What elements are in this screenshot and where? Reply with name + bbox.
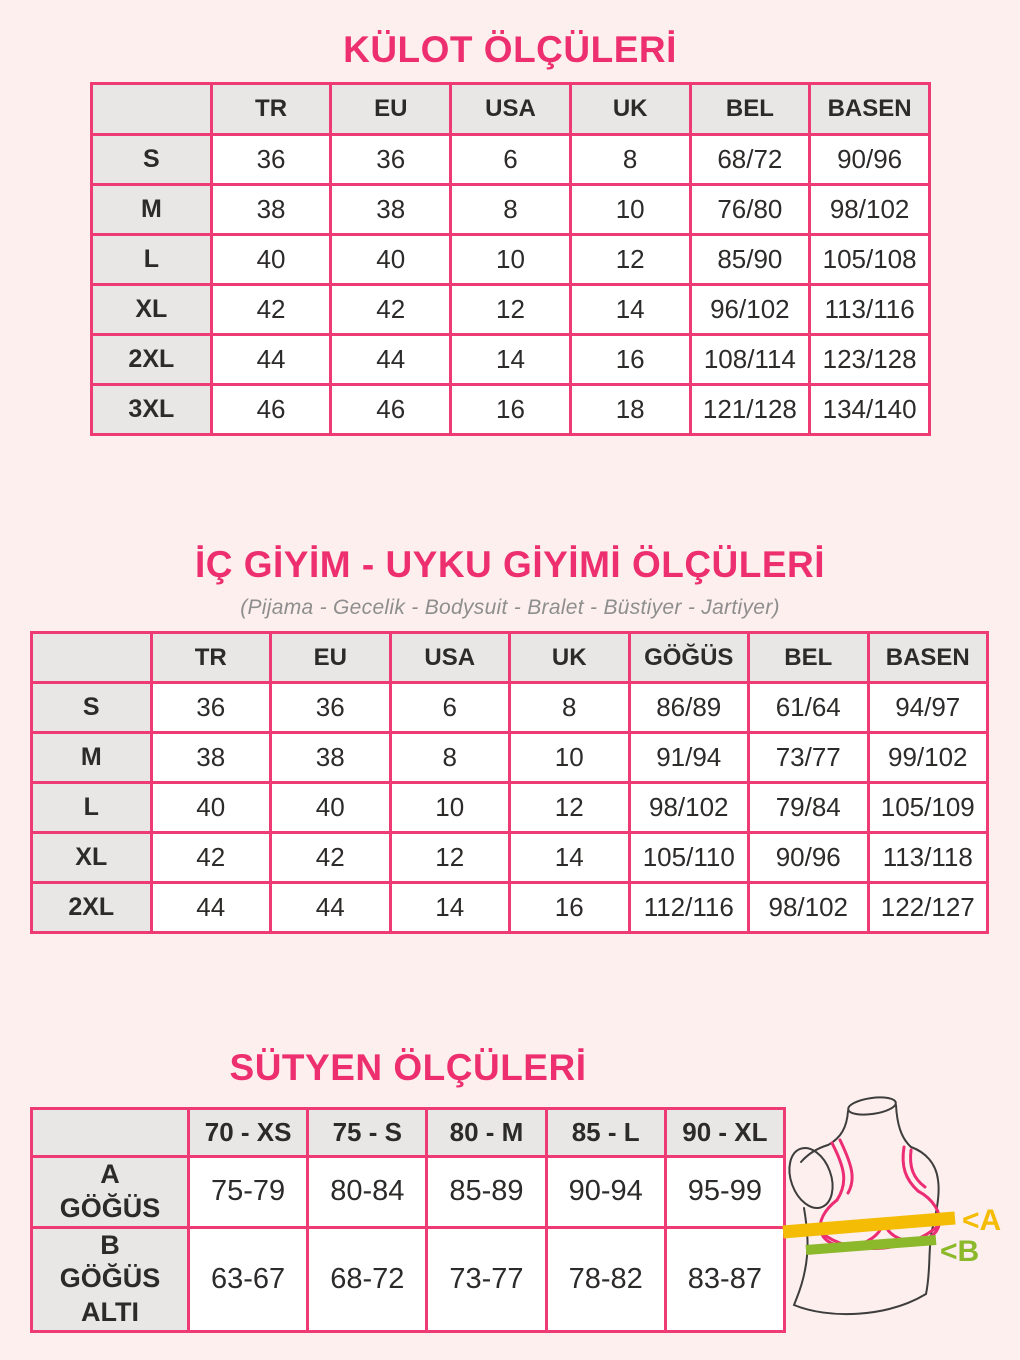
value-cell: 46 xyxy=(211,385,331,435)
value-cell: 78-82 xyxy=(546,1227,665,1331)
value-cell: 79/84 xyxy=(749,783,869,833)
header-row xyxy=(32,1109,785,1157)
value-cell: 36 xyxy=(331,135,451,185)
row-label: XL xyxy=(92,285,212,335)
value-cell: 80-84 xyxy=(308,1157,427,1228)
value-cell: 38 xyxy=(271,733,391,783)
sutyen-size-table xyxy=(30,1107,786,1333)
value-cell: 91/94 xyxy=(629,733,749,783)
table-row xyxy=(92,285,930,335)
ic-giyim-section-title: İÇ GİYİM - UYKU GİYİMİ ÖLÇÜLERİ xyxy=(194,544,826,585)
table-row xyxy=(92,335,930,385)
value-cell: 10 xyxy=(510,733,630,783)
header-row xyxy=(92,84,930,135)
value-cell: 14 xyxy=(390,883,510,933)
value-cell: 40 xyxy=(271,783,391,833)
value-cell: 36 xyxy=(211,135,331,185)
value-cell: 75-79 xyxy=(189,1157,308,1228)
value-cell: 38 xyxy=(331,185,451,235)
value-cell: 76/80 xyxy=(690,185,810,235)
column-header: BASEN xyxy=(868,633,988,683)
bust-band-label: <A xyxy=(962,1204,1002,1237)
table-row xyxy=(92,385,930,435)
value-cell: 96/102 xyxy=(690,285,810,335)
value-cell: 105/110 xyxy=(629,833,749,883)
neck-right-edge xyxy=(896,1105,911,1147)
value-cell: 61/64 xyxy=(749,683,869,733)
table-row xyxy=(32,783,988,833)
column-header: USA xyxy=(451,84,571,135)
value-cell: 44 xyxy=(271,883,391,933)
value-cell: 68/72 xyxy=(690,135,810,185)
table-row xyxy=(32,833,988,883)
value-cell: 14 xyxy=(451,335,571,385)
value-cell: 40 xyxy=(151,783,271,833)
value-cell: 14 xyxy=(570,285,690,335)
underbust-band-label: <B xyxy=(940,1235,980,1268)
value-cell: 8 xyxy=(451,185,571,235)
mannequin-torso-outline xyxy=(782,1095,939,1314)
column-header: BEL xyxy=(749,633,869,683)
column-header: EU xyxy=(331,84,451,135)
corner-cell xyxy=(32,1109,189,1157)
value-cell: 85-89 xyxy=(427,1157,546,1228)
value-cell: 10 xyxy=(451,235,571,285)
value-cell: 42 xyxy=(211,285,331,335)
value-cell: 12 xyxy=(390,833,510,883)
kulot-size-table xyxy=(90,82,931,436)
value-cell: 90-94 xyxy=(546,1157,665,1228)
sutyen-section-title: SÜTYEN ÖLÇÜLERİ xyxy=(229,1047,587,1088)
column-header: BEL xyxy=(690,84,810,135)
column-header: EU xyxy=(271,633,391,683)
row-label: L xyxy=(32,783,152,833)
value-cell: 8 xyxy=(510,683,630,733)
value-cell: 46 xyxy=(331,385,451,435)
value-cell: 16 xyxy=(510,883,630,933)
row-label: A GÖĞÜS xyxy=(32,1157,189,1228)
value-cell: 98/102 xyxy=(629,783,749,833)
column-header: 80 - M xyxy=(427,1109,546,1157)
value-cell: 122/127 xyxy=(868,883,988,933)
table-row xyxy=(92,135,930,185)
value-cell: 98/102 xyxy=(810,185,930,235)
underbust-measure-band xyxy=(806,1240,936,1250)
value-cell: 12 xyxy=(570,235,690,285)
value-cell: 18 xyxy=(570,385,690,435)
ic-giyim-size-table xyxy=(30,631,989,934)
bra-right-strap-inner xyxy=(911,1150,925,1187)
value-cell: 8 xyxy=(570,135,690,185)
row-label: 2XL xyxy=(32,883,152,933)
corner-cell xyxy=(32,633,152,683)
column-header: 70 - XS xyxy=(189,1109,308,1157)
value-cell: 14 xyxy=(510,833,630,883)
value-cell: 105/109 xyxy=(868,783,988,833)
value-cell: 98/102 xyxy=(749,883,869,933)
column-header: BASEN xyxy=(810,84,930,135)
value-cell: 99/102 xyxy=(868,733,988,783)
value-cell: 44 xyxy=(211,335,331,385)
column-header: TR xyxy=(151,633,271,683)
value-cell: 90/96 xyxy=(749,833,869,883)
value-cell: 134/140 xyxy=(810,385,930,435)
value-cell: 86/89 xyxy=(629,683,749,733)
value-cell: 85/90 xyxy=(690,235,810,285)
row-label: XL xyxy=(32,833,152,883)
value-cell: 73-77 xyxy=(427,1227,546,1331)
ic-giyim-section-subtitle: (Pijama - Gecelik - Bodysuit - Bralet - Büstiyer - Jartiyer) xyxy=(240,596,780,619)
value-cell: 10 xyxy=(570,185,690,235)
neck-opening xyxy=(847,1095,897,1118)
column-header: UK xyxy=(570,84,690,135)
column-header: 75 - S xyxy=(308,1109,427,1157)
value-cell: 44 xyxy=(151,883,271,933)
value-cell: 16 xyxy=(570,335,690,385)
value-cell: 12 xyxy=(451,285,571,335)
bra-left-strap xyxy=(832,1143,844,1200)
value-cell: 36 xyxy=(271,683,391,733)
value-cell: 12 xyxy=(510,783,630,833)
header-row xyxy=(32,633,988,683)
column-header: UK xyxy=(510,633,630,683)
table-row xyxy=(92,185,930,235)
value-cell: 16 xyxy=(451,385,571,435)
corner-cell xyxy=(92,84,212,135)
value-cell: 68-72 xyxy=(308,1227,427,1331)
row-label: L xyxy=(92,235,212,285)
table-row xyxy=(32,1227,785,1331)
row-label: S xyxy=(92,135,212,185)
value-cell: 113/118 xyxy=(868,833,988,883)
bust-measure-band xyxy=(783,1218,955,1232)
value-cell: 108/114 xyxy=(690,335,810,385)
table-row xyxy=(32,683,988,733)
column-header: 85 - L xyxy=(546,1109,665,1157)
row-label: M xyxy=(92,185,212,235)
value-cell: 90/96 xyxy=(810,135,930,185)
value-cell: 105/108 xyxy=(810,235,930,285)
value-cell: 63-67 xyxy=(189,1227,308,1331)
value-cell: 8 xyxy=(390,733,510,783)
value-cell: 6 xyxy=(451,135,571,185)
value-cell: 42 xyxy=(151,833,271,883)
row-label: 3XL xyxy=(92,385,212,435)
value-cell: 123/128 xyxy=(810,335,930,385)
table-row xyxy=(32,733,988,783)
table-row xyxy=(32,1157,785,1228)
value-cell: 94/97 xyxy=(868,683,988,733)
value-cell: 38 xyxy=(151,733,271,783)
column-header: USA xyxy=(390,633,510,683)
value-cell: 42 xyxy=(271,833,391,883)
value-cell: 44 xyxy=(331,335,451,385)
table-row xyxy=(32,883,988,933)
value-cell: 40 xyxy=(211,235,331,285)
value-cell: 36 xyxy=(151,683,271,733)
neck-left-edge xyxy=(828,1111,848,1145)
value-cell: 38 xyxy=(211,185,331,235)
row-label: B GÖĞÜS ALTI xyxy=(32,1227,189,1331)
value-cell: 113/116 xyxy=(810,285,930,335)
value-cell: 112/116 xyxy=(629,883,749,933)
row-label: M xyxy=(32,733,152,783)
value-cell: 10 xyxy=(390,783,510,833)
kulot-section-title: KÜLOT ÖLÇÜLERİ xyxy=(343,29,677,70)
row-label: 2XL xyxy=(92,335,212,385)
table-row xyxy=(92,235,930,285)
column-header: GÖĞÜS xyxy=(629,633,749,683)
row-label: S xyxy=(32,683,152,733)
value-cell: 83-87 xyxy=(665,1227,784,1331)
value-cell: 121/128 xyxy=(690,385,810,435)
value-cell: 40 xyxy=(331,235,451,285)
column-header: TR xyxy=(211,84,331,135)
column-header: 90 - XL xyxy=(665,1109,784,1157)
value-cell: 42 xyxy=(331,285,451,335)
bra-measurement-diagram xyxy=(778,1080,1020,1360)
value-cell: 73/77 xyxy=(749,733,869,783)
value-cell: 6 xyxy=(390,683,510,733)
value-cell: 95-99 xyxy=(665,1157,784,1228)
